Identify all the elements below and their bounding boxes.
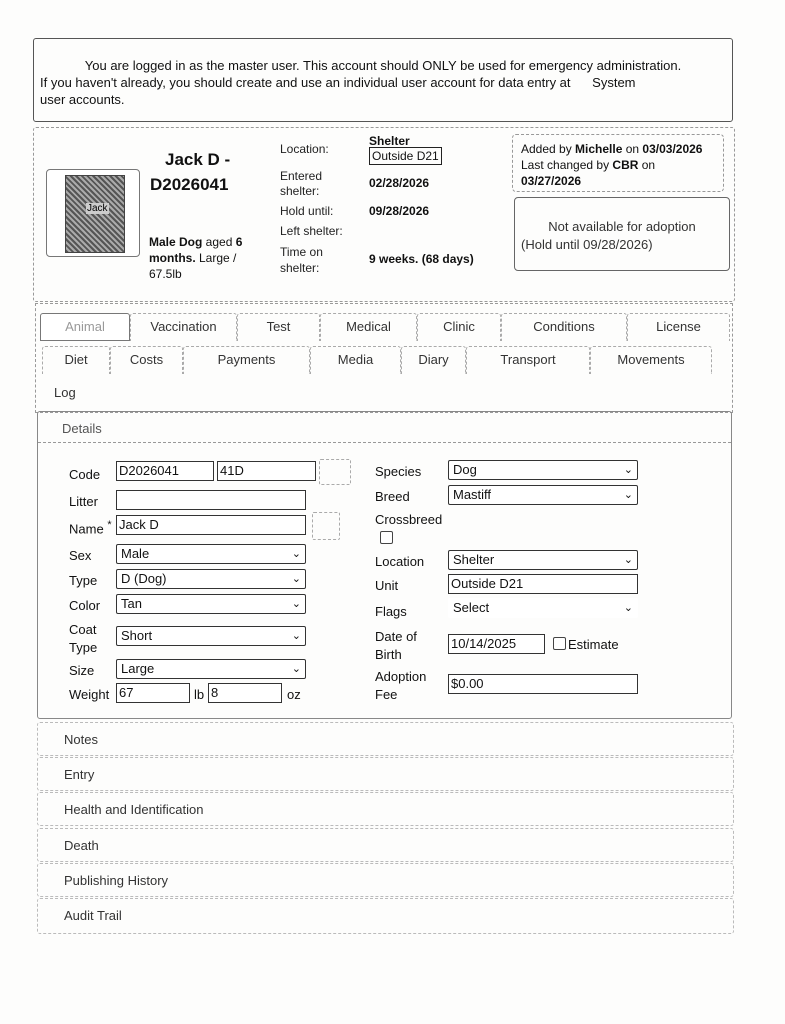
dob-label: Date of Birth	[375, 629, 417, 662]
code-label: Code	[69, 467, 101, 482]
estimate-checkbox[interactable]	[553, 637, 566, 650]
tab-animal[interactable]: Animal	[40, 313, 130, 341]
species-select[interactable]	[448, 460, 638, 480]
crossbreed-label: Crossbreed	[375, 512, 443, 527]
random-name-button[interactable]	[312, 512, 340, 540]
chevron-down-icon: ⌄	[623, 489, 633, 501]
color-label: Color	[69, 598, 101, 613]
location-label: Location:	[280, 142, 329, 156]
summary-size-weight: Large / 67.5lb	[149, 251, 237, 281]
flags-select[interactable]	[448, 598, 638, 618]
tab-license[interactable]: License	[627, 313, 730, 341]
breed-select[interactable]	[448, 485, 638, 505]
banner-line-3: user accounts.	[40, 92, 125, 107]
chevron-down-icon: ⌄	[623, 602, 633, 614]
crossbreed-checkbox[interactable]	[380, 531, 393, 544]
name-label-text: Name	[69, 521, 104, 537]
weight-lb-input[interactable]: 67	[116, 683, 190, 703]
entered-shelter-value: 02/28/2026	[369, 176, 430, 190]
tab-payments[interactable]: Payments	[183, 346, 310, 374]
section-entry[interactable]: Entry	[37, 757, 734, 791]
system-user-accounts-link[interactable]: System	[592, 75, 636, 90]
section-death[interactable]: Death	[37, 828, 734, 862]
location-select[interactable]	[448, 550, 638, 570]
oz-unit: oz	[287, 687, 301, 702]
chevron-down-icon: ⌄	[291, 598, 301, 610]
sex-label: Sex	[69, 548, 92, 563]
sex-select[interactable]	[116, 544, 306, 564]
photo-caption: Jack	[87, 203, 108, 214]
color-select[interactable]	[116, 594, 306, 614]
unit-value-box: Outside D21	[369, 147, 442, 165]
name-input[interactable]: Jack D	[116, 515, 306, 535]
tab-movements[interactable]: Movements	[590, 346, 712, 374]
section-publishing-history[interactable]: Publishing History	[37, 863, 734, 897]
hold-until-value: 09/28/2026	[369, 204, 430, 218]
size-value: Large	[121, 661, 155, 676]
animal-photo-image	[65, 175, 125, 253]
added-on-label: on	[622, 142, 643, 156]
type-label: Type	[69, 573, 98, 588]
location-value: Shelter	[369, 134, 410, 148]
chevron-down-icon: ⌄	[291, 630, 301, 642]
generate-code-button[interactable]	[319, 459, 351, 485]
flags-value: Select	[453, 600, 490, 615]
chevron-down-icon: ⌄	[291, 573, 301, 585]
tab-conditions[interactable]: Conditions	[501, 313, 627, 341]
animal-name-title: Jack D -	[165, 150, 231, 169]
banner-line-1: You are logged in as the master user. This account should ONLY be used for emergency administration.	[84, 58, 682, 73]
adoption-status: Not available for adoption	[548, 219, 696, 234]
breed-label: Breed	[375, 489, 410, 504]
changed-date: 03/27/2026	[521, 174, 582, 188]
color-value: Tan	[121, 596, 142, 611]
tab-log[interactable]: Log	[54, 385, 76, 400]
name-label	[69, 519, 112, 536]
tab-transport[interactable]: Transport	[466, 346, 590, 374]
size-label: Size	[69, 663, 95, 678]
required-mark: *	[107, 519, 112, 531]
coat-type-value: Short	[121, 628, 153, 643]
tab-media[interactable]: Media	[310, 346, 401, 374]
sex-value: Male	[121, 546, 150, 561]
master-user-warning-banner	[33, 38, 733, 122]
summary-aged: aged	[202, 235, 236, 249]
changed-by-label: Last changed by	[521, 158, 613, 172]
unit-label: Unit	[375, 578, 399, 593]
tab-test[interactable]: Test	[237, 313, 320, 341]
section-audit-trail[interactable]: Audit Trail	[37, 898, 734, 934]
coat-type-label: Coat Type	[69, 622, 98, 655]
added-by-label: Added by	[521, 142, 576, 156]
animal-summary	[149, 234, 269, 282]
summary-sex-species: Male Dog	[149, 235, 203, 249]
summary-age: 6 months.	[149, 235, 243, 265]
short-code-input[interactable]: 41D	[217, 461, 316, 481]
chevron-down-icon: ⌄	[623, 554, 633, 566]
type-value: D (Dog)	[121, 571, 167, 586]
breed-value: Mastiff	[453, 487, 492, 502]
hold-until-note: (Hold until 09/28/2026)	[521, 237, 653, 252]
species-label: Species	[375, 464, 422, 479]
code-input[interactable]: D2026041	[116, 461, 214, 481]
time-on-shelter-label: Time on shelter:	[280, 245, 323, 275]
tab-medical[interactable]: Medical	[320, 313, 417, 341]
banner-line-2: If you haven't already, you should create and use an individual user account for data entry at	[40, 75, 571, 90]
weight-oz-input[interactable]: 8	[208, 683, 282, 703]
added-date: 03/03/2026	[642, 142, 703, 156]
unit-input[interactable]: Outside D21	[448, 574, 638, 594]
coat-type-select[interactable]	[116, 626, 306, 646]
tab-costs[interactable]: Costs	[110, 346, 183, 374]
size-select[interactable]	[116, 659, 306, 679]
details-header[interactable]	[38, 412, 731, 443]
chevron-down-icon: ⌄	[291, 548, 301, 560]
lb-unit: lb	[194, 687, 205, 702]
section-notes[interactable]: Notes	[37, 722, 734, 756]
changed-by-user: CBR	[612, 158, 639, 172]
section-health-identification[interactable]: Health and Identification	[37, 792, 734, 826]
animal-code-title: D2026041	[150, 175, 229, 194]
adoption-fee-label: Adoption Fee	[375, 669, 427, 702]
location-field-label: Location	[375, 554, 425, 569]
type-select[interactable]	[116, 569, 306, 589]
litter-input[interactable]	[116, 490, 306, 510]
estimate-label: Estimate	[568, 637, 619, 652]
species-value: Dog	[453, 462, 477, 477]
tab-vaccination[interactable]: Vaccination	[130, 313, 237, 341]
adoption-status-box	[514, 197, 730, 271]
tab-diet[interactable]: Diet	[42, 346, 110, 374]
hold-until-label: Hold until:	[280, 204, 334, 218]
changed-on-label: on	[638, 158, 656, 172]
litter-label: Litter	[69, 494, 98, 509]
chevron-down-icon: ⌄	[291, 663, 301, 675]
chevron-down-icon: ⌄	[623, 464, 633, 476]
left-shelter-label: Left shelter:	[280, 224, 343, 238]
adoption-fee-input[interactable]: $0.00	[448, 674, 638, 694]
time-on-shelter-value: 9 weeks. (68 days)	[369, 252, 474, 266]
added-by-user: Michelle	[575, 142, 623, 156]
flags-label: Flags	[375, 604, 407, 619]
added-changed-info	[512, 134, 724, 192]
details-heading: Details	[62, 421, 102, 436]
dob-input[interactable]: 10/14/2025	[448, 634, 545, 654]
weight-label: Weight	[69, 687, 110, 702]
location-select-value: Shelter	[453, 552, 495, 567]
entered-shelter-label: Entered shelter:	[280, 169, 323, 198]
tab-clinic[interactable]: Clinic	[417, 313, 501, 341]
tab-diary[interactable]: Diary	[401, 346, 466, 374]
